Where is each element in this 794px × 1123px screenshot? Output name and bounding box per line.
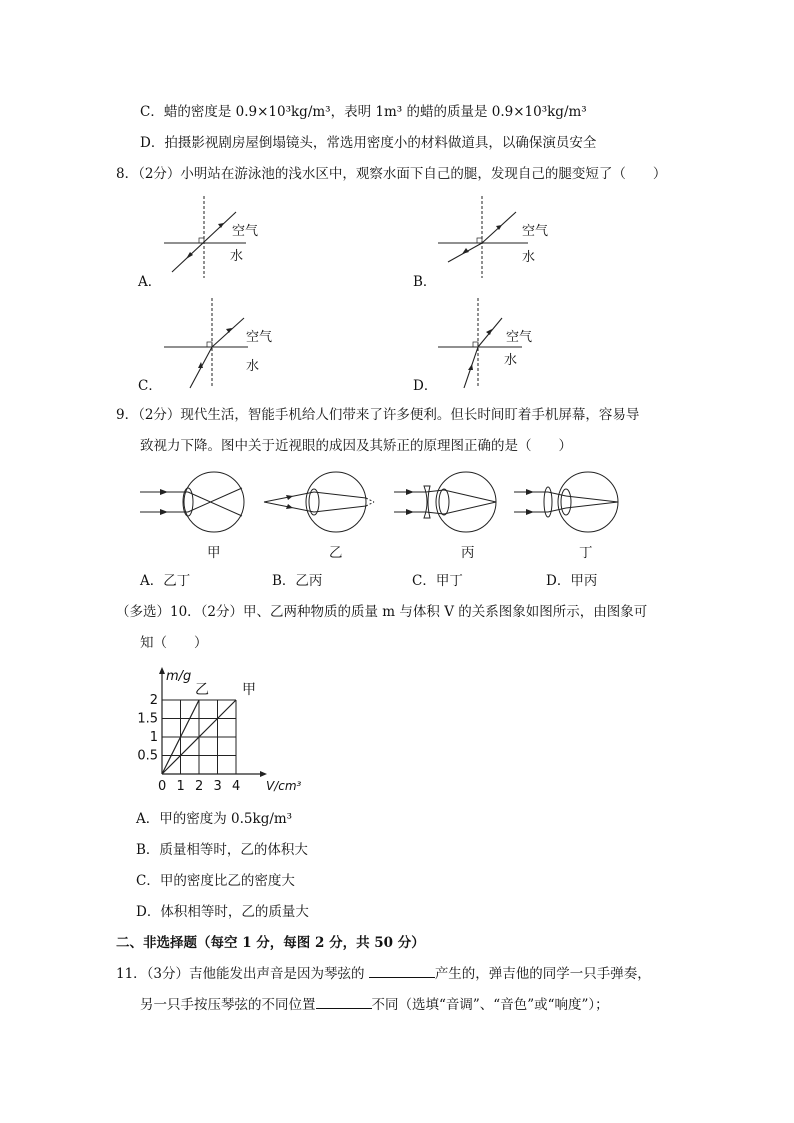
q11-blank-1[interactable] [369,965,435,978]
q9-eye-diagram-jia [138,468,258,536]
q8-a-water-label: 水 [230,249,244,264]
q8-b-water-label: 水 [522,250,536,265]
q9-stem-line1: 9．（2分）现代生活，智能手机给人们带来了许多便利。但长时间盯着手机屏幕，容易导 [116,407,640,423]
q9-label-yi: 乙 [329,545,343,561]
q11-line1-post: 产生的，弹吉他的同学一只手弹奏， [434,966,651,982]
m-v-graph [130,660,310,800]
q9-eye-diagram-yi [262,468,386,536]
q10-stem-line2: 知（ ） [140,635,208,651]
y-axis-label: m/g [166,669,192,684]
q9-option-c: C．甲丁 [412,573,463,589]
q8-c-air-label: 空气 [246,330,273,345]
q7-option-c: C．蜡的密度是 0.9×10³kg/m³，表明 1m³ 的蜡的质量是 0.9×10³kg/m³ [140,104,587,120]
q8-label-c: C． [138,378,162,394]
q8-figure-a [160,190,270,280]
q9-option-b: B．乙丙 [272,573,323,589]
q10-option-d: D．体积相等时，乙的质量大 [136,904,309,920]
q8-figure-d [436,296,556,390]
q8-a-air-label: 空气 [232,224,259,239]
y-tick-label: 1.5 [137,711,158,727]
q10-stem-line1: （多选）10．（2分）甲、乙两种物质的质量 m 与体积 V 的关系图象如图所示，由图象可 [116,604,648,620]
q10-option-b: B．质量相等时，乙的体积大 [136,842,308,858]
q10-option-a: A．甲的密度为 0.5kg/m³ [136,811,293,827]
q11-line1-pre: 11．（3分）吉他能发出声音是因为琴弦的 [116,966,369,982]
q9-label-ding: 丁 [579,545,593,561]
q8-stem: 8．（2分）小明站在游泳池的浅水区中，观察水面下自己的腿，发现自己的腿变短了（ ） [116,166,667,182]
x-tick-label: 4 [232,779,241,794]
q8-figure-b [436,190,556,280]
x-tick-label: 3 [213,779,222,794]
x-tick-label: 0 [158,779,167,794]
q8-label-d: D． [413,378,438,394]
q9-eye-diagram-ding [512,468,628,536]
series-label-0: 乙 [195,682,209,698]
q8-c-water-label: 水 [246,359,260,374]
q8-d-water-label: 水 [504,353,518,368]
q8-label-b: B． [413,274,437,290]
q9-option-d: D．甲丙 [546,573,598,589]
q9-stem-line2: 致视力下降。图中关于近视眼的成因及其矫正的原理图正确的是（ ） [140,438,572,454]
q9-eye-diagram-bing [392,468,508,536]
q9-label-bing: 丙 [461,545,475,561]
x-tick-label: 1 [176,779,185,794]
q11-line1 [116,965,651,983]
y-tick-label: 0.5 [137,748,158,764]
q11-line2-pre: 另一只手按压琴弦的不同位置 [140,997,316,1013]
q8-b-air-label: 空气 [522,224,549,239]
q8-d-air-label: 空气 [506,330,533,345]
q8-figure-c [160,296,280,390]
q9-option-a: A．乙丁 [140,573,191,589]
x-axis-arrow [260,771,267,777]
y-tick-label: 1 [149,730,158,745]
series-label-1: 甲 [242,682,256,698]
q11-line2-post: 不同（选填“音调”、“音色”或“响度”）； [371,997,609,1013]
q7-option-d: D．拍摄影视剧房屋倒塌镜头，常选用密度小的材料做道具，以确保演员安全 [140,135,597,151]
x-axis-label: V/cm³ [266,779,302,793]
q10-option-c: C．甲的密度比乙的密度大 [136,873,295,889]
x-tick-label: 2 [195,779,204,794]
q8-label-a: A． [138,274,162,290]
y-tick-label: 2 [149,693,158,708]
y-axis-arrow [159,667,165,674]
q11-blank-2[interactable] [316,996,372,1009]
q11-line2 [140,996,609,1014]
q9-label-jia: 甲 [207,545,221,561]
section-heading: 二、非选择题（每空 1 分，每图 2 分，共 50 分） [116,935,425,951]
